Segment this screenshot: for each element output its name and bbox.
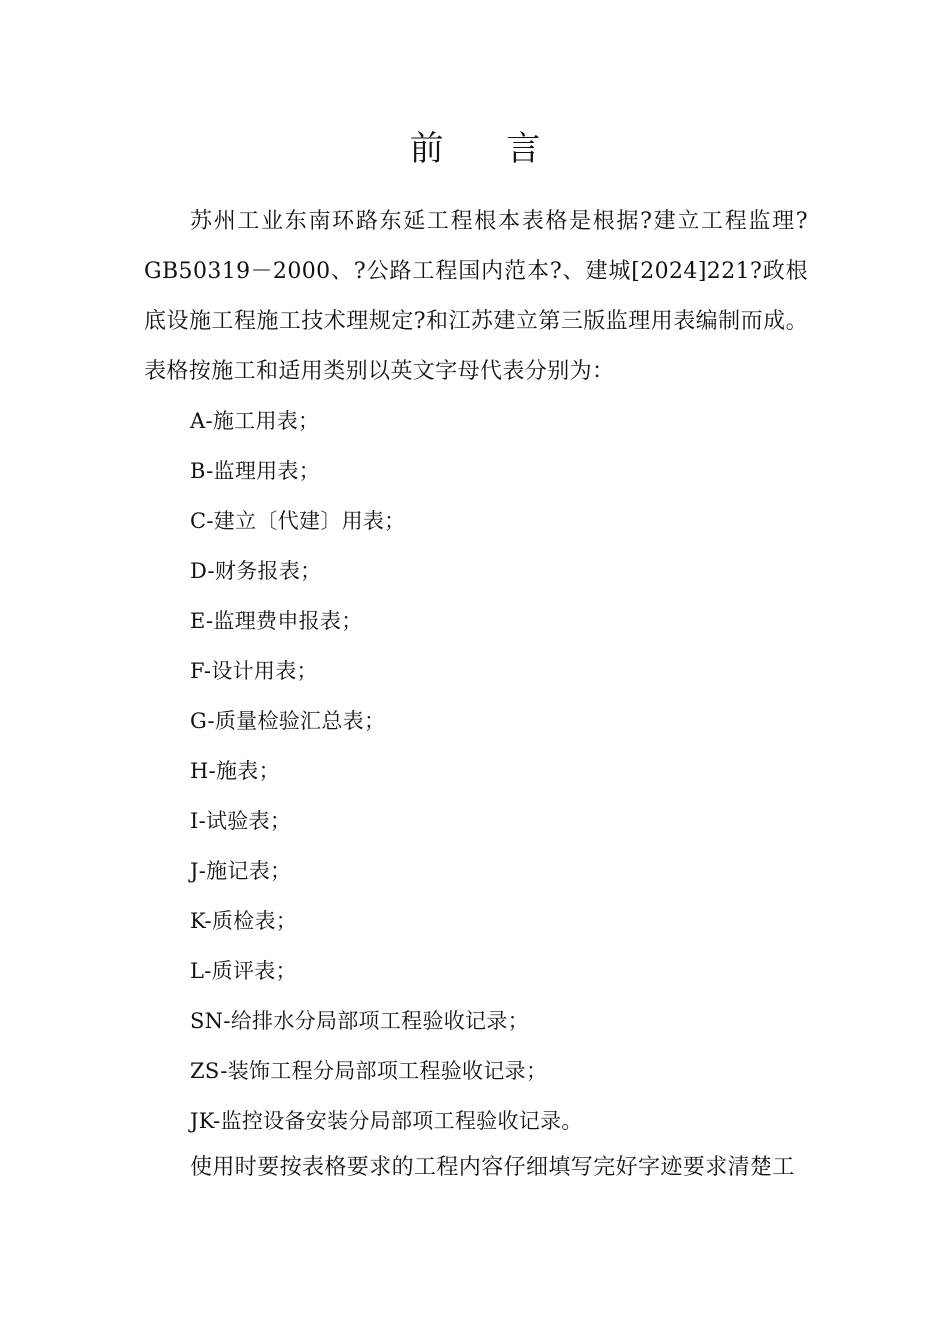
list-item: L-质评表； bbox=[190, 959, 297, 983]
list-item: J-施记表； bbox=[190, 859, 292, 883]
list-item: SN-给排水分局部项工程验收记录； bbox=[190, 1009, 529, 1033]
intro-paragraph: 苏州工业东南环路东延工程根本表格是根据?建立工程监理?GB50319－2000、?公路工程国内范本?、建城[2024]221?政根底设施工程施工技术理规定?和江苏建立第三版监理用表编制而成。表格按施工和适用类别以英文字母代表分别为： bbox=[144, 209, 808, 384]
list-item: G-质量检验汇总表； bbox=[190, 709, 386, 733]
page-title: 前 言 bbox=[409, 129, 567, 169]
list-item: C-建立〔代建〕用表； bbox=[190, 509, 406, 533]
list-item: H-施表； bbox=[190, 759, 280, 783]
list-item: F-设计用表； bbox=[190, 659, 318, 683]
list-item: K-质检表； bbox=[190, 909, 298, 933]
list-item: A-施工用表； bbox=[190, 409, 320, 433]
list-item: E-监理费申报表； bbox=[190, 609, 363, 633]
list-item: JK-监控设备安装分局部项工程验收记录。 bbox=[190, 1109, 583, 1133]
list-item: D-财务报表； bbox=[190, 559, 322, 583]
form-category-list bbox=[190, 396, 583, 1146]
list-item: ZS-装饰工程分局部项工程验收记录； bbox=[190, 1059, 548, 1083]
list-item: B-监理用表； bbox=[190, 459, 321, 483]
closing-paragraph: 使用时要按表格要求的工程内容仔细填写完好字迹要求清楚工 bbox=[190, 1155, 795, 1180]
list-item: I-试验表； bbox=[190, 809, 292, 833]
